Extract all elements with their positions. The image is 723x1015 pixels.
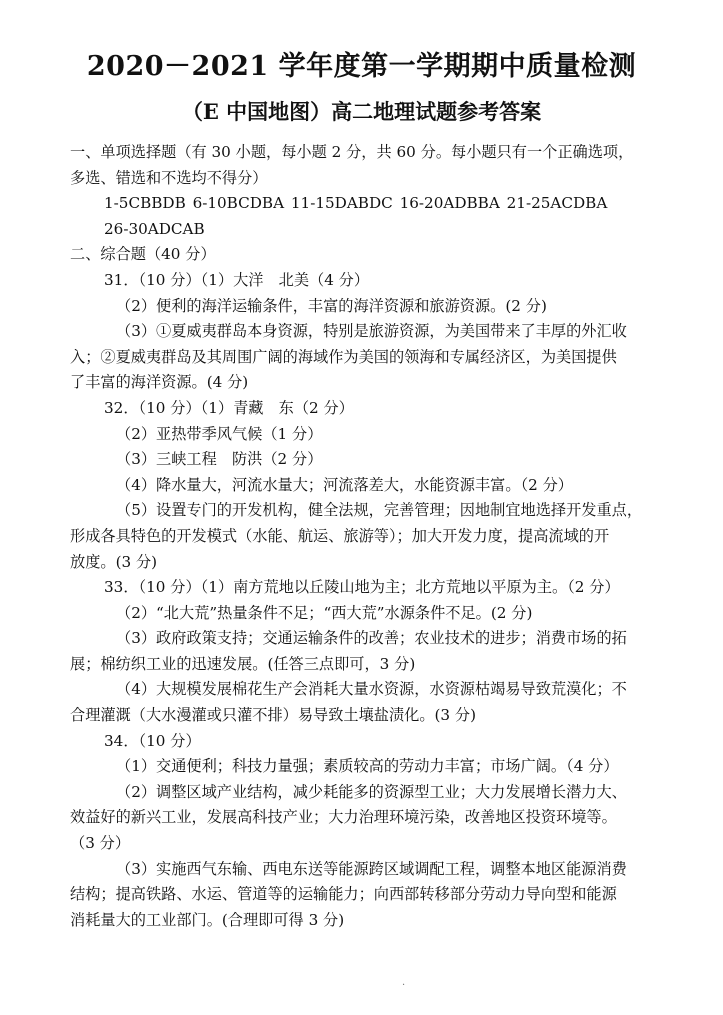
q34-line: （1）交通便利；科技力量强；素质较高的劳动力丰富；市场广阔。（4 分） <box>116 757 619 776</box>
q34-line: 消耗量大的工业部门。(合理即可得 3 分) <box>70 910 345 929</box>
q31-line: 入；②夏威夷群岛及其周围广阔的海域作为美国的领海和专属经济区，为美国提供 <box>70 347 617 366</box>
q33-line: （4）大规模发展棉花生产会消耗大量水资源，水资源枯竭易导致荒漠化；不 <box>116 680 627 699</box>
section1-heading-cont: 多选、错选和不选均不得分） <box>70 168 268 187</box>
q34-line: 效益好的新兴工业，发展高科技产业；大力治理环境污染，改善地区投资环境等。 <box>70 808 617 827</box>
q33-line: 33．（10 分）（1）南方荒地以丘陵山地为主；北方荒地以平原为主。（2 分） <box>104 578 620 597</box>
q34-line: （2）调整区域产业结构，减少耗能多的资源型工业；大力发展增长潜力大、 <box>116 782 627 801</box>
q32-line: （2）亚热带季风气候（1 分） <box>116 424 323 443</box>
q34-line: 结构；提高铁路、水运、管道等的运输能力；向西部转移部分劳动力导向型和能源 <box>70 885 617 904</box>
q34-line: （3 分） <box>70 834 131 853</box>
mc-answers-row2: 26-30ADCAB <box>104 219 205 238</box>
q32-line: （4）降水量大，河流水量大；河流落差大，水能资源丰富。（2 分） <box>116 475 573 494</box>
q31-line: 31．（10 分）（1）大洋 北美（4 分） <box>104 270 370 289</box>
answer-content <box>70 140 693 933</box>
section1-heading: 一、单项选择题（有 30 小题，每小题 2 分，共 60 分。每小题只有一个正确选项， <box>70 143 634 161</box>
q32-line: （3）三峡工程 防洪（2 分） <box>116 450 323 469</box>
page-title: 2020－2021 学年度第一学期期中质量检测 <box>86 51 637 82</box>
section2-heading: 二、综合题（40 分） <box>70 245 216 264</box>
q33-line: （2）“北大荒”热量条件不足；“西大荒”水源条件不足。(2 分) <box>116 603 533 622</box>
q31-line: （3）①夏威夷群岛本身资源，特别是旅游资源，为美国带来了丰厚的外汇收 <box>116 322 627 341</box>
q32-line: （5）设置专门的开发机构，健全法规，完善管理；因地制宜地选择开发重点， <box>116 501 643 520</box>
page-subtitle: （E 中国地图）高二地理试题参考答案 <box>181 99 542 124</box>
scan-speck: · <box>402 980 406 991</box>
q31-line: 了丰富的海洋资源。(4 分) <box>70 373 249 392</box>
q33-line: 合理灌溉（大水漫灌或只灌不排）易导致土壤盐渍化。(3 分) <box>70 706 477 725</box>
q33-line: （3）政府政策支持；交通运输条件的改善；农业技术的进步；消费市场的拓 <box>116 629 627 648</box>
q34-line: （3）实施西气东输、西电东送等能源跨区域调配工程，调整本地区能源消费 <box>116 859 627 878</box>
q32-line: 放度。(3 分) <box>70 552 158 571</box>
q33-line: 展；棉纺织工业的迅速发展。(任答三点即可，3 分) <box>70 654 416 673</box>
q32-line: 32．（10 分）（1）青藏 东（2 分） <box>104 398 354 417</box>
q34-line: 34．（10 分） <box>104 731 201 750</box>
q32-line: 形成各具特色的开发模式（水能、航运、旅游等）；加大开发力度，提高流域的开 <box>70 526 610 545</box>
q31-line: （2）便利的海洋运输条件，丰富的海洋资源和旅游资源。(2 分) <box>116 296 547 315</box>
mc-answers-row1: 1-5CBBDB 6-10BCDBA 11-15DABDC 16-20ADBBA 21-25ACDBA <box>104 194 608 213</box>
